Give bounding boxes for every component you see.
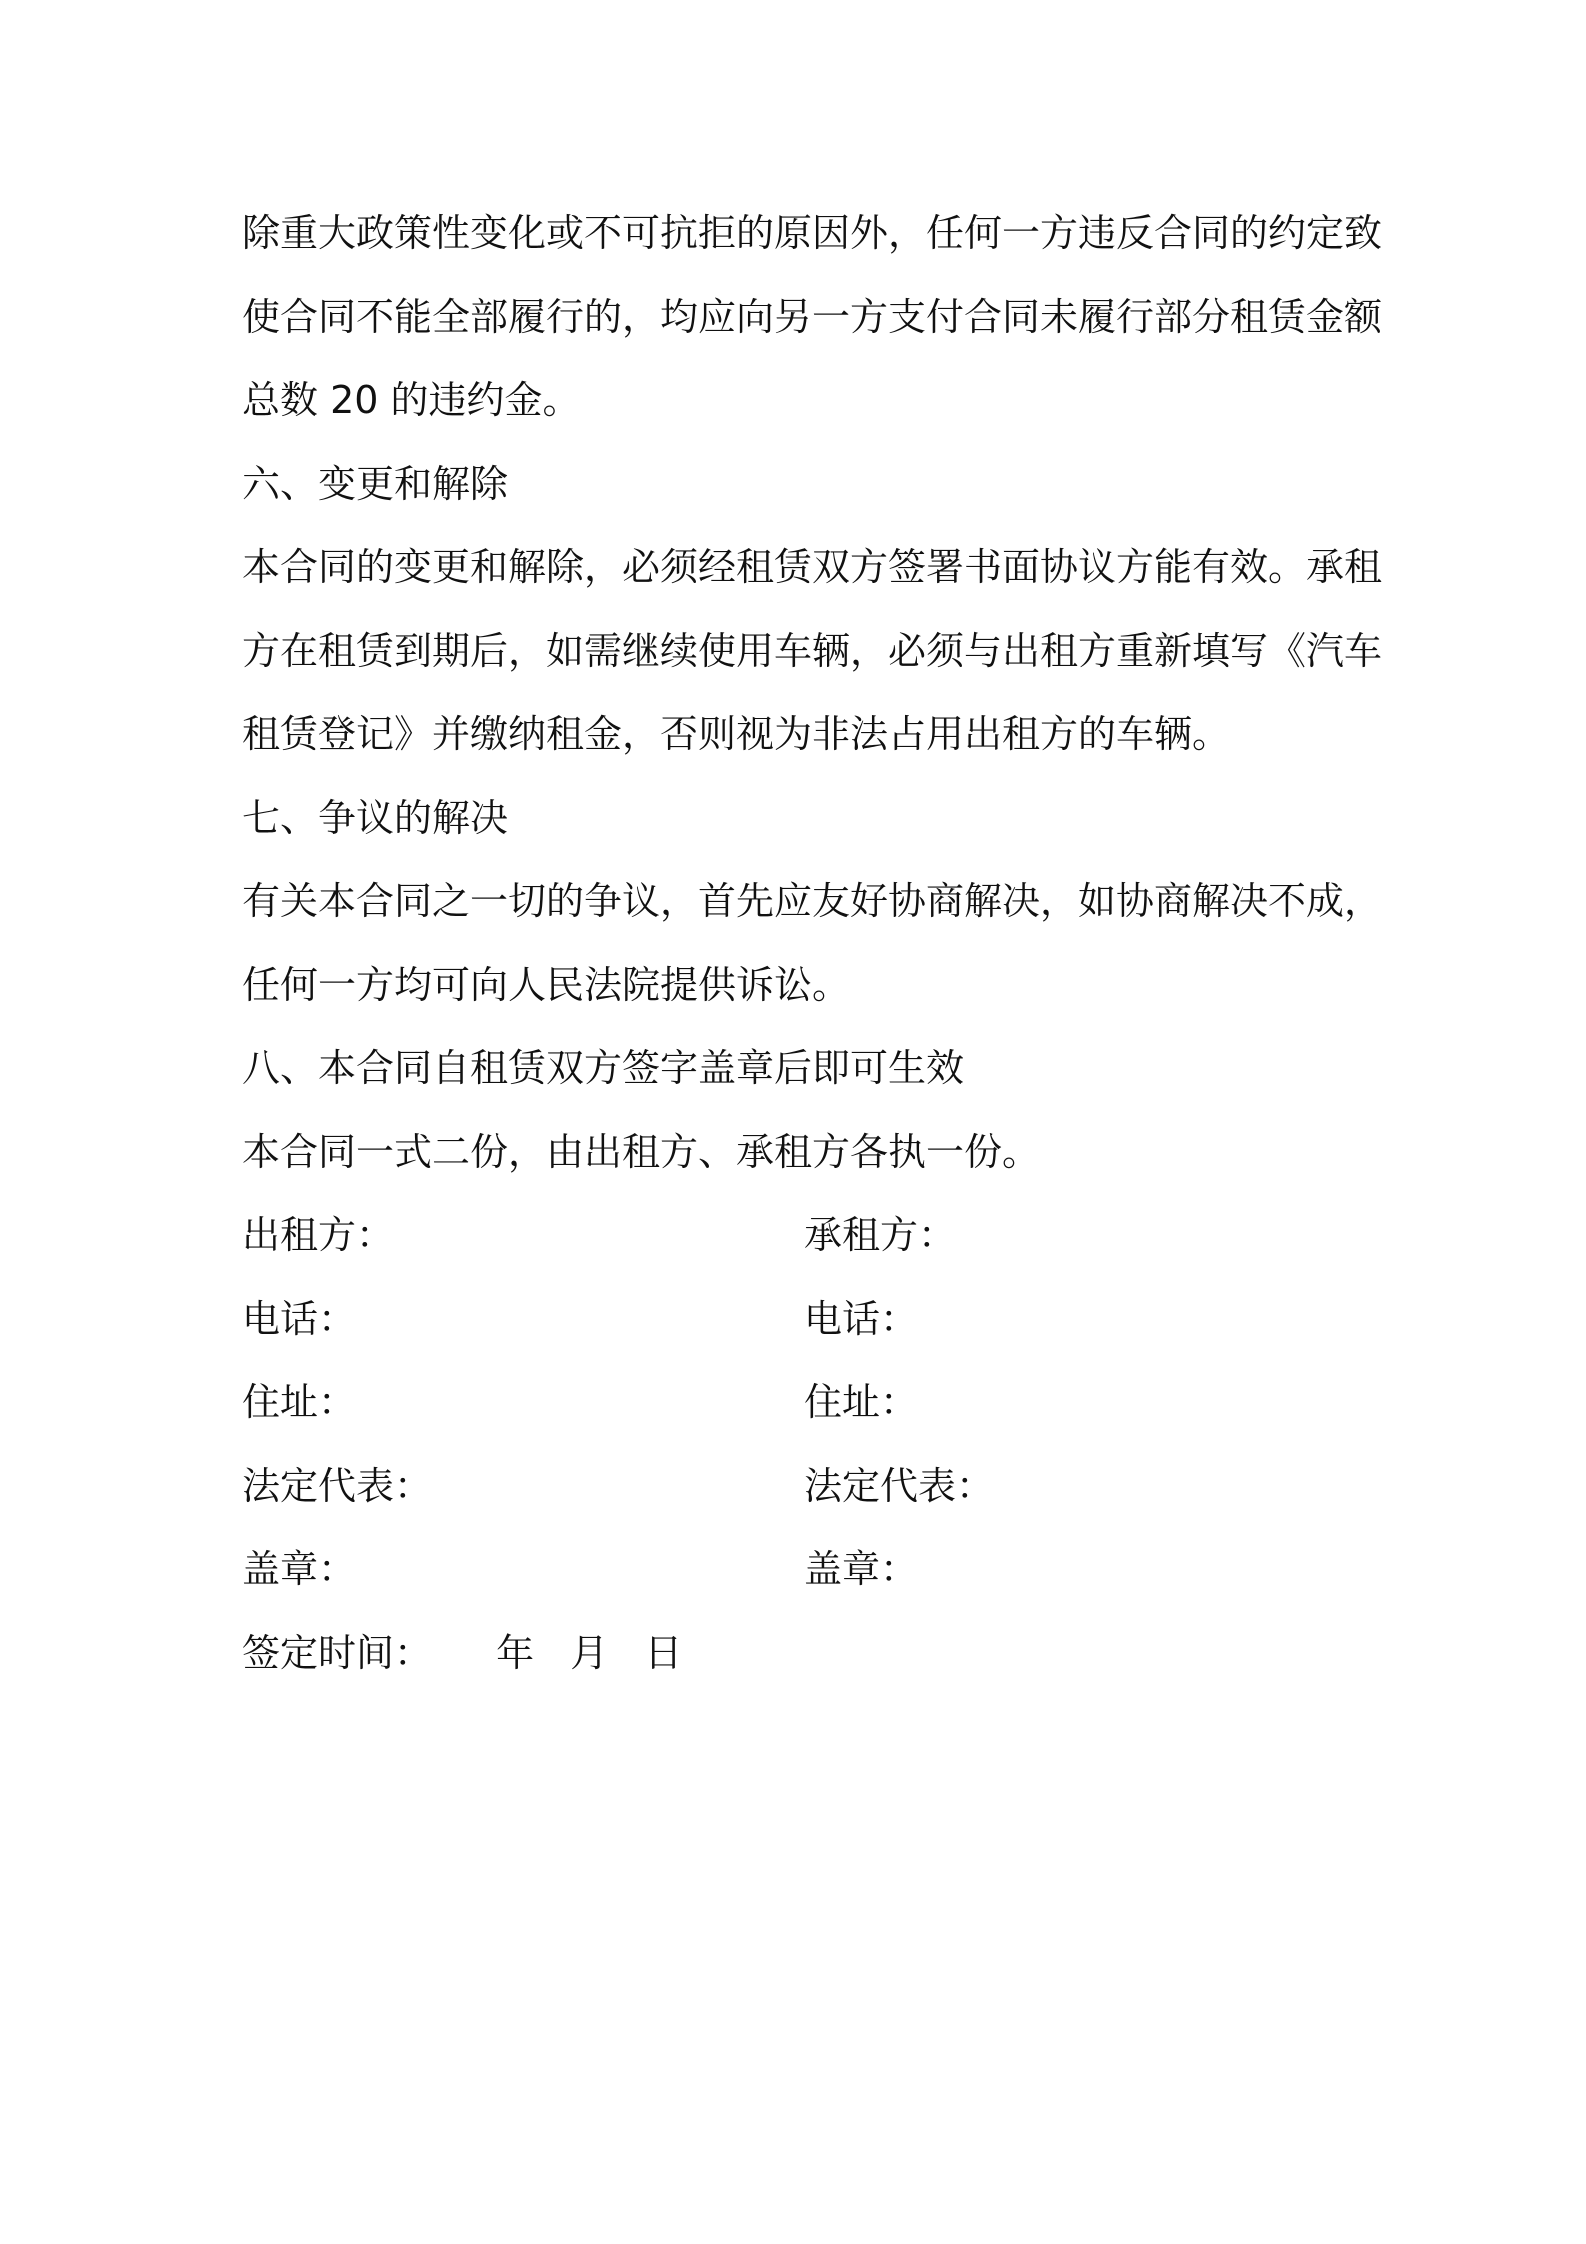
section-dispute-resolution — [242, 777, 1383, 1028]
lessee-representative-label: 法定代表： — [804, 1463, 995, 1508]
lessor-label: 出租方： — [242, 1213, 395, 1257]
paragraph-line: 任何一方均可向人民法院提供诉讼。 — [242, 962, 851, 1007]
signature-row-phone — [242, 1278, 1362, 1362]
lessor-seal-label: 盖章： — [242, 1547, 357, 1591]
signature-row-seal — [242, 1528, 1362, 1612]
paragraph-line: 本合同的变更和解除，必须经租赁双方签署书面协议方能有效。承租 — [242, 545, 1383, 589]
lessor-phone-label: 电话： — [242, 1296, 357, 1341]
paragraph-line: 租赁登记》并缴纳租金，否则视为非法占用出租方的车辆。 — [242, 712, 1231, 756]
contract-body — [242, 192, 1383, 1695]
lessee-address-label: 住址： — [804, 1380, 919, 1424]
paragraph-line: 除重大政策性变化或不可抗拒的原因外，任何一方违反合同的约定致 — [242, 211, 1383, 255]
section-effectiveness — [242, 1027, 1362, 1194]
lessor-representative-label: 法定代表： — [242, 1463, 433, 1508]
paragraph-line: 使合同不能全部履行的，均应向另一方支付合同未履行部分租赁金额 — [242, 294, 1383, 339]
paragraph-line: 本合同一式二份，由出租方、承租方各执一份。 — [242, 1129, 1041, 1174]
date-month: 月 — [570, 1630, 609, 1675]
signing-date-label: 签定时间： — [242, 1630, 433, 1675]
section-heading: 八、本合同自租赁双方签字盖章后即可生效 — [242, 1046, 965, 1090]
paragraph-line: 有关本合同之一切的争议，首先应友好协商解决，如协商解决不成， — [242, 879, 1383, 923]
section-change-termination — [242, 443, 1383, 777]
signature-row-address — [242, 1361, 1362, 1445]
signature-row-representative — [242, 1445, 1362, 1529]
paragraph-line: 方在租赁到期后，如需继续使用车辆，必须与出租方重新填写《汽车 — [242, 628, 1383, 673]
section-heading: 七、争议的解决 — [242, 795, 509, 840]
signing-date — [242, 1612, 1362, 1696]
lessee-label: 承租方： — [804, 1213, 957, 1257]
date-day: 日 — [644, 1630, 683, 1675]
lessee-seal-label: 盖章： — [804, 1547, 919, 1591]
lessor-address-label: 住址： — [242, 1380, 357, 1424]
paragraph-line: 总数 20 的违约金。 — [242, 378, 581, 422]
signature-block — [242, 1194, 1362, 1612]
signature-row-party — [242, 1194, 1362, 1278]
lessee-phone-label: 电话： — [804, 1296, 919, 1341]
section-heading: 六、变更和解除 — [242, 461, 509, 506]
date-year: 年 — [496, 1630, 535, 1675]
penalty-clause — [242, 192, 1383, 443]
